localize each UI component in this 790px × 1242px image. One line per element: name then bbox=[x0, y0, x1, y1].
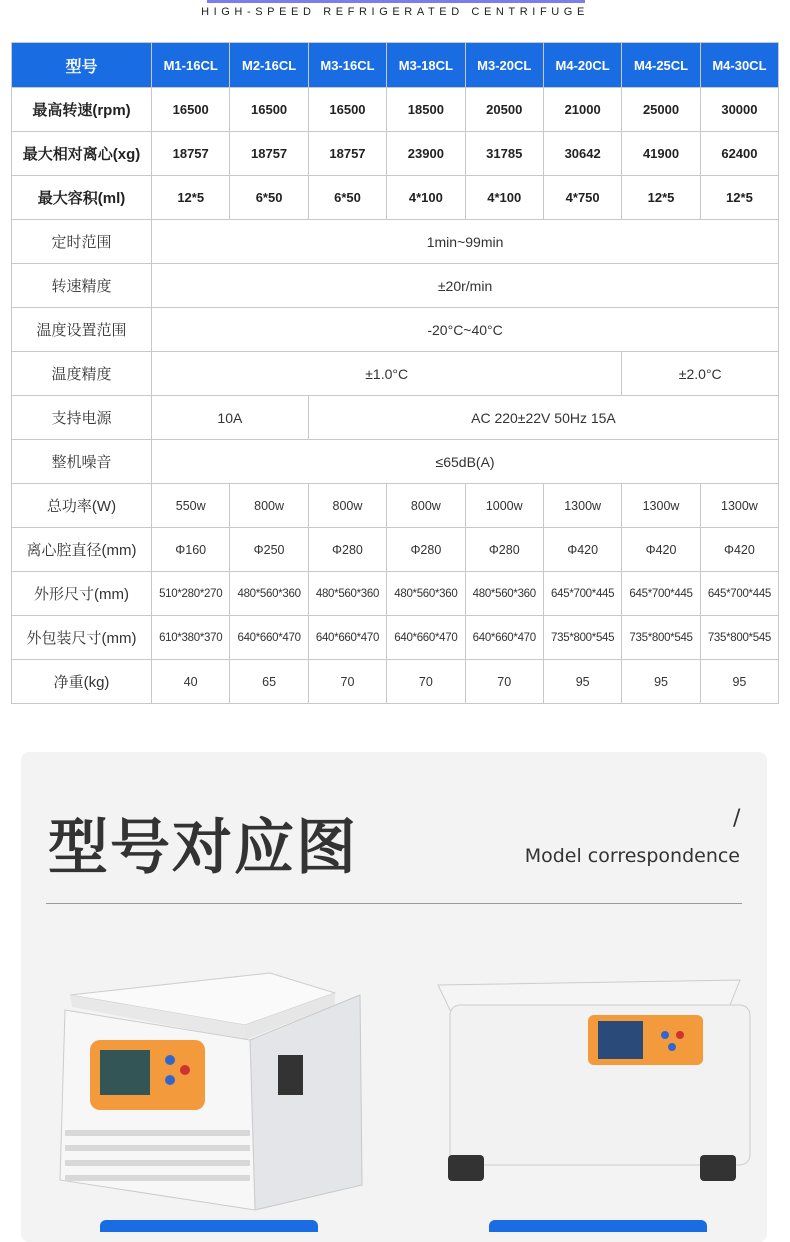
model-header-cell: M2-16CL bbox=[230, 43, 308, 88]
title-slash: / bbox=[733, 806, 741, 831]
row-label: 净重(kg) bbox=[12, 660, 152, 704]
table-row bbox=[12, 220, 779, 264]
table-header-row bbox=[12, 43, 779, 88]
table-cell: 95 bbox=[700, 660, 778, 704]
table-cell: Φ420 bbox=[622, 528, 700, 572]
table-cell: 1min~99min bbox=[152, 220, 779, 264]
table-cell: 16500 bbox=[308, 88, 386, 132]
table-row bbox=[12, 352, 779, 396]
table-cell: 1300w bbox=[543, 484, 621, 528]
row-label: 外形尺寸(mm) bbox=[12, 572, 152, 616]
table-cell: 21000 bbox=[543, 88, 621, 132]
table-cell: 95 bbox=[622, 660, 700, 704]
section-title: 型号对应图 bbox=[48, 813, 358, 883]
table-cell: 18757 bbox=[152, 132, 230, 176]
row-label: 总功率(W) bbox=[12, 484, 152, 528]
table-cell: 40 bbox=[152, 660, 230, 704]
table-row bbox=[12, 176, 779, 220]
table-row bbox=[12, 528, 779, 572]
table-cell: 800w bbox=[387, 484, 465, 528]
table-cell: 640*660*470 bbox=[308, 616, 386, 660]
table-cell: 550w bbox=[152, 484, 230, 528]
table-cell: 70 bbox=[465, 660, 543, 704]
table-cell: 30642 bbox=[543, 132, 621, 176]
table-cell: Φ280 bbox=[308, 528, 386, 572]
table-cell: 20500 bbox=[465, 88, 543, 132]
table-cell: 510*280*270 bbox=[152, 572, 230, 616]
row-label: 温度精度 bbox=[12, 352, 152, 396]
table-cell: Φ280 bbox=[465, 528, 543, 572]
table-cell: 18500 bbox=[387, 88, 465, 132]
table-cell: 31785 bbox=[465, 132, 543, 176]
table-row bbox=[12, 660, 779, 704]
table-cell: 30000 bbox=[700, 88, 778, 132]
table-cell: 41900 bbox=[622, 132, 700, 176]
table-cell: Φ160 bbox=[152, 528, 230, 572]
table-cell: 18757 bbox=[230, 132, 308, 176]
table-row bbox=[12, 396, 779, 440]
table-cell: 10A bbox=[152, 396, 309, 440]
row-label: 转速精度 bbox=[12, 264, 152, 308]
centrifuge-image-left bbox=[50, 965, 370, 1215]
section-subtitle: Model correspondence bbox=[524, 845, 740, 867]
table-cell: ≤65dB(A) bbox=[152, 440, 779, 484]
row-label: 定时范围 bbox=[12, 220, 152, 264]
row-label: 外包装尺寸(mm) bbox=[12, 616, 152, 660]
table-cell: 800w bbox=[230, 484, 308, 528]
spec-table bbox=[11, 42, 779, 704]
model-header-cell: M4-20CL bbox=[543, 43, 621, 88]
row-label: 温度设置范围 bbox=[12, 308, 152, 352]
table-cell: 95 bbox=[543, 660, 621, 704]
table-cell: 4*100 bbox=[465, 176, 543, 220]
model-header-cell: M3-16CL bbox=[308, 43, 386, 88]
row-label: 最大容积(ml) bbox=[12, 176, 152, 220]
table-row bbox=[12, 264, 779, 308]
table-cell: 735*800*545 bbox=[622, 616, 700, 660]
divider bbox=[46, 903, 742, 904]
table-cell: Φ280 bbox=[387, 528, 465, 572]
table-cell: 640*660*470 bbox=[387, 616, 465, 660]
table-cell: 16500 bbox=[230, 88, 308, 132]
table-cell: 480*560*360 bbox=[387, 572, 465, 616]
table-cell: 12*5 bbox=[700, 176, 778, 220]
row-label: 整机噪音 bbox=[12, 440, 152, 484]
table-cell: 65 bbox=[230, 660, 308, 704]
centrifuge-image-right bbox=[430, 975, 760, 1200]
handle bbox=[278, 1055, 303, 1095]
row-label: 离心腔直径(mm) bbox=[12, 528, 152, 572]
table-cell: 12*5 bbox=[152, 176, 230, 220]
table-row bbox=[12, 616, 779, 660]
table-cell: ±2.0°C bbox=[622, 352, 779, 396]
table-row bbox=[12, 440, 779, 484]
model-header-cell: M4-25CL bbox=[622, 43, 700, 88]
table-cell: 1000w bbox=[465, 484, 543, 528]
table-cell: 645*700*445 bbox=[700, 572, 778, 616]
table-row bbox=[12, 308, 779, 352]
table-cell: 25000 bbox=[622, 88, 700, 132]
table-cell: 1300w bbox=[700, 484, 778, 528]
table-cell: 640*660*470 bbox=[230, 616, 308, 660]
table-cell: Φ420 bbox=[700, 528, 778, 572]
model-header-cell: M3-20CL bbox=[465, 43, 543, 88]
table-cell: 640*660*470 bbox=[465, 616, 543, 660]
table-cell: 12*5 bbox=[622, 176, 700, 220]
table-cell: Φ420 bbox=[543, 528, 621, 572]
table-cell: 735*800*545 bbox=[700, 616, 778, 660]
table-row bbox=[12, 484, 779, 528]
table-cell: -20°C~40°C bbox=[152, 308, 779, 352]
table-cell: 480*560*360 bbox=[308, 572, 386, 616]
table-cell: Φ250 bbox=[230, 528, 308, 572]
model-label-header: 型号 bbox=[12, 43, 152, 88]
table-cell: 6*50 bbox=[308, 176, 386, 220]
table-cell: 800w bbox=[308, 484, 386, 528]
model-button-right[interactable] bbox=[489, 1220, 707, 1232]
row-label: 支持电源 bbox=[12, 396, 152, 440]
table-cell: ±20r/min bbox=[152, 264, 779, 308]
table-cell: 4*750 bbox=[543, 176, 621, 220]
top-accent-bar bbox=[207, 0, 585, 3]
table-cell: ±1.0°C bbox=[152, 352, 622, 396]
table-cell: 70 bbox=[308, 660, 386, 704]
table-cell: 23900 bbox=[387, 132, 465, 176]
table-cell: 1300w bbox=[622, 484, 700, 528]
table-cell: 62400 bbox=[700, 132, 778, 176]
table-cell: 70 bbox=[387, 660, 465, 704]
table-cell: 735*800*545 bbox=[543, 616, 621, 660]
model-button-left[interactable] bbox=[100, 1220, 318, 1232]
table-cell: 480*560*360 bbox=[465, 572, 543, 616]
table-cell: 18757 bbox=[308, 132, 386, 176]
table-cell: 4*100 bbox=[387, 176, 465, 220]
table-row bbox=[12, 572, 779, 616]
table-cell: 480*560*360 bbox=[230, 572, 308, 616]
model-header-cell: M4-30CL bbox=[700, 43, 778, 88]
table-cell: 645*700*445 bbox=[622, 572, 700, 616]
row-label: 最高转速(rpm) bbox=[12, 88, 152, 132]
model-header-cell: M1-16CL bbox=[152, 43, 230, 88]
table-cell: 610*380*370 bbox=[152, 616, 230, 660]
row-label: 最大相对离心(xg) bbox=[12, 132, 152, 176]
table-cell: 6*50 bbox=[230, 176, 308, 220]
table-row bbox=[12, 132, 779, 176]
model-header-cell: M3-18CL bbox=[387, 43, 465, 88]
table-cell: 16500 bbox=[152, 88, 230, 132]
table-cell: 645*700*445 bbox=[543, 572, 621, 616]
table-row bbox=[12, 88, 779, 132]
table-cell: AC 220±22V 50Hz 15A bbox=[308, 396, 778, 440]
subtitle: HIGH-SPEED REFRIGERATED CENTRIFUGE bbox=[201, 6, 589, 18]
